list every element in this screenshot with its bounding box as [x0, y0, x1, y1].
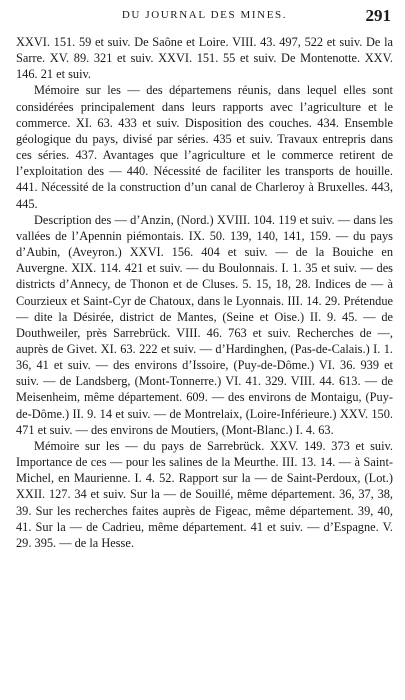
index-body [16, 34, 393, 551]
page-number: 291 [365, 6, 391, 25]
index-paragraph: Mémoire sur les — des départemens réunis, dans lequel elles sont considérées principalement dans leurs rapports avec l’agriculture et le commerce. XI. 63. 433 et suiv. Disposition des couches. 434. Ensemble géologique du pays, divisé par séries. 435 et suiv. Travaux entrepris dans ces séries. 437. Avantages que l’agriculture et le commerce retirent de l’exploitation des — 440. Nécessité de faciliter les transports de houille. 441. Nécessité de la construction d’un canal de Charleroy à Bruxelles. 443, 445. [16, 83, 393, 211]
index-paragraph: Description des — d’Anzin, (Nord.) XVIII. 104. 119 et suiv. — dans les vallées de l’Apennin piémontais. IX. 50. 139, 140, 141, 159. — du pays d’Aubin, (Aveyron.) XXVI. 156. 404 et suiv. — de la Bouiche en Auvergne. XIX. 114. 421 et suiv. — du Boulonnais. I. 1. 35 et suiv. — des districts d’Annecy, de Thonon et de Cluses. 5. 15, 18, 28. Indices de — à Courzieux et Saint-Cyr de Chatoux, dans le Lyonnais. III. 14. 29. Prétendue — dite la Désirée, district de Mantes, (Seine et Oise.) II. 9. 45. — de Douthweiler, près Sarrebrück. VIII. 46. 763 et suiv. Recherches de —, auprès de Givet. XI. 63. 222 et suiv. — d’Hardinghen, (Pas-de-Calais.) I. 1. 36, 41 et suiv. — des environs d’Issoire, (Puy-de-Dôme.) VI. 36. 939 et suiv. — de Landsberg, (Mont-Tonnerre.) VI. 41. 329. VIII. 44. 613. — de Meisenheim, même département. 609. — des environs de Montaigu, (Puy-de-Dôme.) II. 9. 14 et suiv. — de Montrelaix, (Loire-Inférieure.) XXV. 150. 471 et suiv. — des environs de Moutiers, (Mont-Blanc.) I. 4. 63. [16, 212, 393, 437]
index-paragraph: Mémoire sur les — du pays de Sarrebrück. XXV. 149. 373 et suiv. Importance de ces — pour les salines de la Meurthe. III. 13. 14. — à Saint-Michel, en Maurienne. I. 4. 52. Rapport sur la — de Saint-Perdoux, (Lot.) XXII. 127. 34 et suiv. Sur la — de Souillé, même département. 36, 37, 38, 39. Sur les recherches faites auprès de Figeac, même département. 39, 40, 41. Sur la — de Cadrieu, même département. 41 et suiv. — d’Espagne. V. 29. 395. — de la Hesse. [16, 438, 393, 550]
running-head [18, 6, 391, 28]
index-paragraph: XXVI. 151. 59 et suiv. De Saône et Loire. VIII. 43. 497, 522 et suiv. De la Sarre. XV. 89. 321 et suiv. XXVI. 151. 55 et suiv. De Montenotte. XXV. 146. 21 et suiv. [16, 35, 393, 82]
running-title: DU JOURNAL DES MINES. [121, 9, 288, 21]
